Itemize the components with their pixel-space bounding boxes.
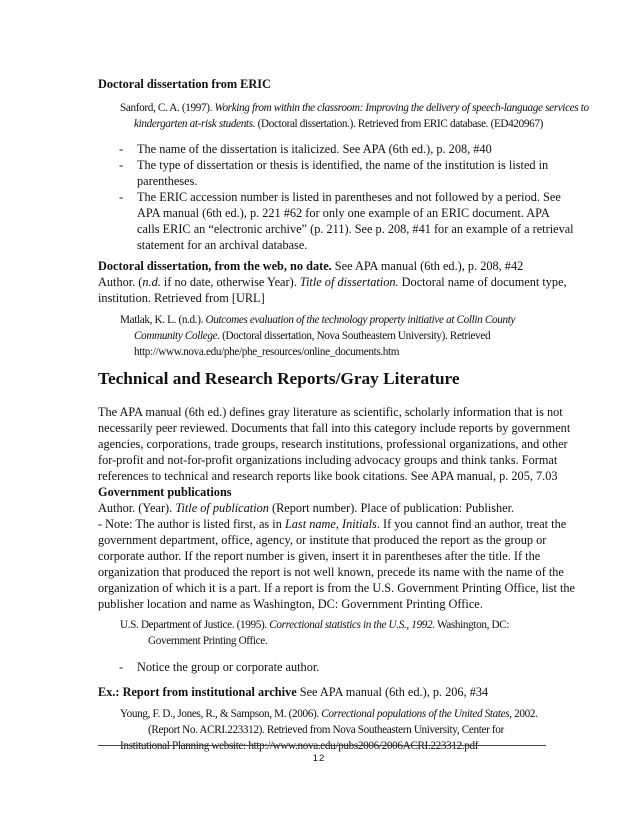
gov-format-line: Author. (Year). Title of publication (Report number). Place of publication: Publisher. xyxy=(98,501,515,515)
paragraph-line: agencies, corporations, trade groups, research institutions, professional organizations, and other xyxy=(98,437,568,451)
reference-matlak-line2: Community College. (Doctoral dissertation, Nova Southeastern University). Retrieved xyxy=(134,330,491,342)
reference-young-line3: Institutional Planning website: http://www.nova.edu/pubs2006/2006ACRI.223312.pdf xyxy=(120,740,479,752)
bullet-dash: - xyxy=(119,190,124,204)
bullet-dash: - xyxy=(119,660,124,674)
bullet-dash: - xyxy=(119,142,124,156)
bullet-text: calls ERIC an “electronic archive” (p. 211). See p. 208, #41 for an example of a retrieval xyxy=(137,222,574,236)
bullet-text: statement for an archival database. xyxy=(137,238,308,252)
bullet-text: APA manual (6th ed.), p. 221 #62 for only one example of an ERIC document. APA xyxy=(137,206,550,220)
section-heading-web-dissertation: Doctoral dissertation, from the web, no date. See APA manual (6th ed.), p. 208, #42 xyxy=(98,259,524,273)
reference-young-line1: Young, F. D., Jones, R., & Sampson, M. (2006). Correctional populations of the United States, 2002. xyxy=(120,708,538,720)
note-line: organization of which it is a part. If a report is from the U.S. Government Printing Office, list the xyxy=(98,581,575,595)
bullet-text: The ERIC accession number is listed in parentheses and not followed by a period. See xyxy=(137,190,561,204)
format-line1: Author. (n.d. if no date, otherwise Year). Title of dissertation. Doctoral name of document type, xyxy=(98,275,567,289)
reference-matlak-line1: Matlak, K. L. (n.d.). Outcomes evaluation of the technology property initiative at Collin County xyxy=(120,314,516,326)
page-number: 12 xyxy=(312,753,326,764)
note-line: publisher location and name as Washington, DC: Government Printing Office. xyxy=(98,597,483,611)
section-title-gray-literature: Technical and Research Reports/Gray Literature xyxy=(98,369,460,388)
reference-sanford-line2: kindergarten at-risk students. (Doctoral dissertation.). Retrieved from ERIC database. (ED420967) xyxy=(134,118,544,130)
bullet-text: The name of the dissertation is italicized. See APA (6th ed.), p. 208, #40 xyxy=(137,142,492,156)
reference-young-line2: (Report No. ACRI.223312). Retrieved from Nova Southeastern University, Center for xyxy=(148,724,504,736)
note-line: government department, office, agency, or institute that produced the report as the group or xyxy=(98,533,547,547)
note-line: - Note: The author is listed first, as in Last name, Initials. If you cannot find an author, treat the xyxy=(98,517,567,531)
paragraph-line: The APA manual (6th ed.) defines gray literature as scientific, scholarly information that is not xyxy=(98,405,563,419)
subheading-government-publications: Government publications xyxy=(98,485,232,499)
paragraph-line: necessarily peer reviewed. Documents that fall into this category include reports by government xyxy=(98,421,571,435)
section-heading-eric: Doctoral dissertation from ERIC xyxy=(98,77,271,91)
paragraph-line: for-profit and not-for-profit organizations including advocacy groups and think tanks. Format xyxy=(98,453,558,467)
reference-doj-line1: U.S. Department of Justice. (1995). Correctional statistics in the U.S., 1992. Washington, DC: xyxy=(120,619,510,631)
bullet-text: The type of dissertation or thesis is identified, the name of the institution is listed in xyxy=(137,158,549,172)
bullet-text: parentheses. xyxy=(137,174,198,188)
paragraph-line: references to technical and research reports like book citations. See APA manual, p. 205, 7.03 xyxy=(98,469,558,483)
reference-sanford-line1: Sanford, C. A. (1997). Working from within the classroom: Improving the delivery of speech-language services to xyxy=(120,102,589,114)
reference-matlak-url: http://www.nova.edu/phe/phe_resources/online_documents.htm xyxy=(134,346,400,358)
format-line2: institution. Retrieved from [URL] xyxy=(98,291,265,305)
bullet-text: Notice the group or corporate author. xyxy=(137,660,320,674)
footer-rule xyxy=(98,745,546,746)
note-line: organization that produced the report is not well known, precede its name with the name of the xyxy=(98,565,564,579)
reference-doj-line2: Government Printing Office. xyxy=(148,635,268,647)
example-heading-institutional-archive: Ex.: Report from institutional archive See APA manual (6th ed.), p. 206, #34 xyxy=(98,685,489,699)
bullet-dash: - xyxy=(119,158,124,172)
note-line: corporate author. If the report number is given, insert it in parentheses after the title. If the xyxy=(98,549,541,563)
